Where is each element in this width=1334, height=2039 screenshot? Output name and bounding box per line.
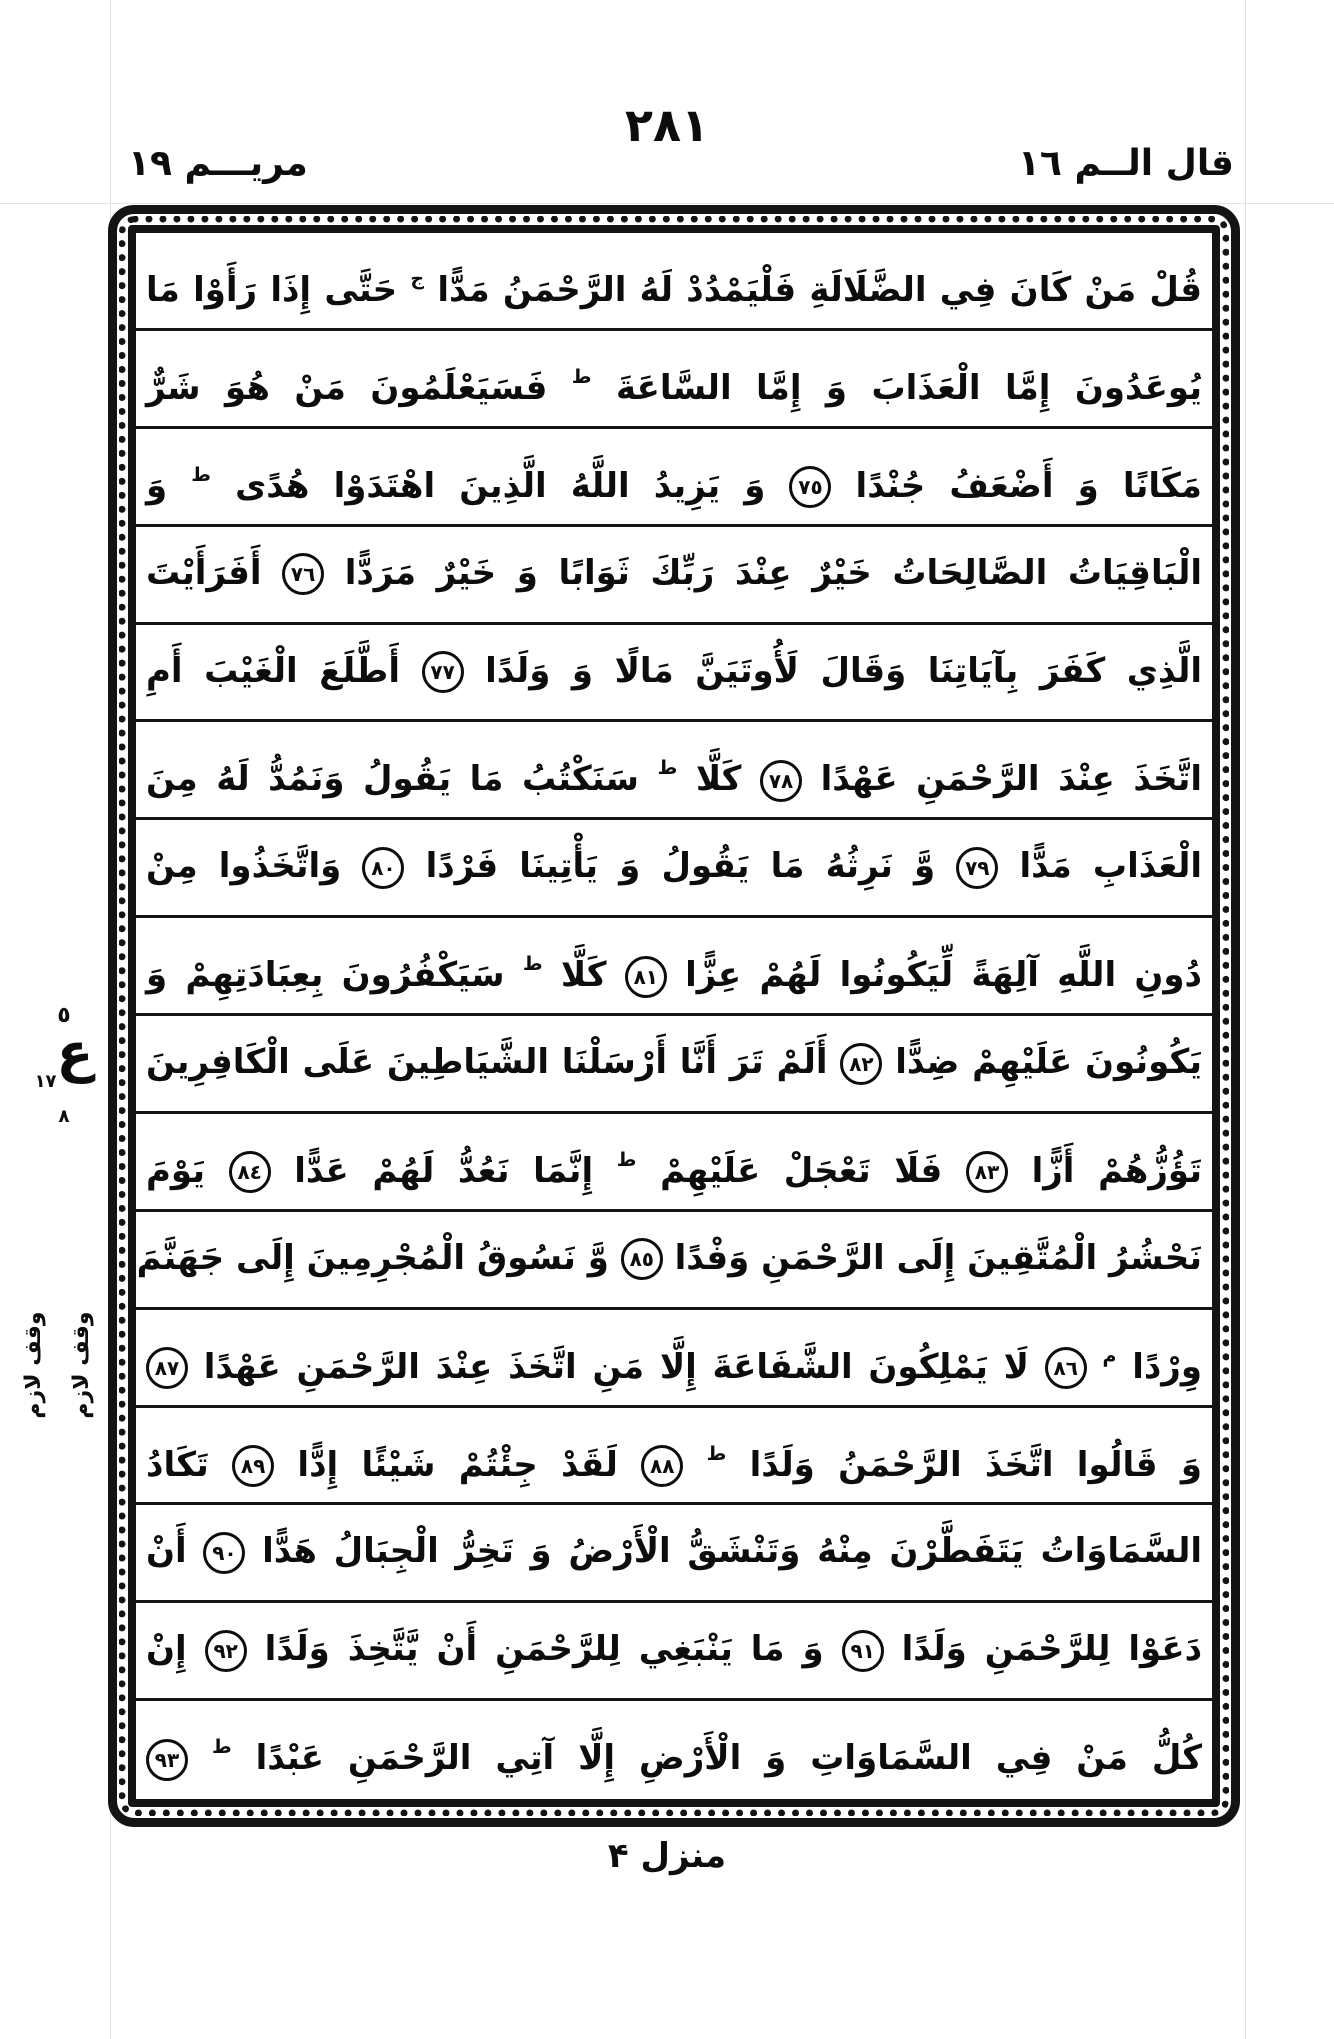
- text-run: وَ يَزِيدُ اللَّهُ الَّذِينَ اهْتَدَوْا هُدًى: [235, 465, 766, 506]
- waqf-mark: ط: [211, 1736, 232, 1759]
- waqf-mark: ط: [616, 1148, 637, 1171]
- ayah-number-badge: ٨١: [625, 956, 667, 998]
- margin-note-waqf-lazim: وقف لازم: [21, 1311, 46, 1419]
- waqf-mark: ط: [571, 365, 592, 388]
- text-run: يُوعَدُونَ إِمَّا الْعَذَابَ وَ إِمَّا السَّاعَةَ: [615, 367, 1202, 408]
- waqf-mark: م: [1102, 1344, 1117, 1367]
- quran-text-line: [136, 820, 1212, 918]
- text-run: الَّذِي كَفَرَ بِآيَاتِنَا وَقَالَ لَأُوتَيَنَّ مَالًا وَ وَلَدًا: [485, 650, 1203, 691]
- quran-text-grid: [128, 225, 1220, 1807]
- text-run: كَلَّا: [560, 955, 607, 996]
- text-run: قُلْ مَنْ كَانَ فِي الضَّلَالَةِ فَلْيَمْدُدْ لَهُ الرَّحْمَنُ مَدًّا: [437, 270, 1202, 310]
- text-run: يَوْمَ: [146, 1150, 206, 1191]
- text-run: إِنَّمَا نَعُدُّ لَهُمْ عَدًّا: [294, 1150, 594, 1191]
- text-run: وَ: [146, 465, 168, 506]
- waqf-mark: ط: [706, 1442, 727, 1465]
- quran-text-line: [136, 918, 1212, 1016]
- text-run: حَتَّى إِذَا رَأَوْا مَا: [146, 270, 398, 310]
- ayah-number-badge: ٨٨: [641, 1445, 683, 1487]
- juz-title: قال الــم ١٦: [1017, 143, 1234, 184]
- ayah-number-badge: ٧٧: [422, 651, 464, 693]
- ruku-marker: [28, 1005, 100, 1126]
- quran-text-line: [136, 527, 1212, 625]
- text-run: تَؤُزُّهُمْ أَزًّا: [1031, 1150, 1202, 1191]
- ruku-count-bottom: ٨: [58, 1106, 70, 1127]
- waqf-mark: ط: [522, 953, 543, 976]
- ayah-number-badge: ٩٢: [205, 1630, 247, 1672]
- ayah-number-badge: ٨٢: [840, 1043, 882, 1085]
- header-rule-line: [0, 203, 1334, 204]
- text-run: وَّ نَرِثُهُ مَا يَقُولُ وَ يَأْتِينَا فَرْدًا: [425, 846, 936, 887]
- waqf-mark: ج: [410, 268, 425, 290]
- quran-text-line: [136, 1603, 1212, 1701]
- margin-note-waqf-lazim: وقف لازم: [69, 1311, 94, 1419]
- quran-text-line: [136, 625, 1212, 723]
- text-run: الْبَاقِيَاتُ الصَّالِحَاتُ خَيْرٌ عِنْدَ رَبِّكَ ثَوَابًا وَ خَيْرٌ مَرَدًّا: [344, 552, 1203, 593]
- surah-title: مريـــم ١٩: [128, 143, 308, 184]
- quran-text-line: [136, 1114, 1212, 1212]
- quran-text-line: [136, 1212, 1212, 1310]
- ruku-ain-letter: ع$_{١٧}$: [34, 1021, 94, 1092]
- text-run: نَحْشُرُ الْمُتَّقِينَ إِلَى الرَّحْمَنِ وَفْدًا: [674, 1237, 1202, 1278]
- text-run: وَاتَّخَذُوا مِنْ: [146, 846, 342, 887]
- ayah-number-badge: ٧٦: [282, 553, 324, 595]
- text-run: كُلُّ مَنْ فِي السَّمَاوَاتِ وَ الْأَرْضِ إِلَّا آتِي الرَّحْمَنِ عَبْدًا: [255, 1738, 1202, 1779]
- page-number: ٢٨١: [624, 98, 710, 152]
- text-run: يَكُونُونَ عَلَيْهِمْ ضِدًّا: [895, 1042, 1202, 1082]
- quran-text-line: [136, 722, 1212, 820]
- text-run: دُونِ اللَّهِ آلِهَةً لِّيَكُونُوا لَهُمْ عِزًّا: [685, 955, 1202, 996]
- waqf-mark: ط: [657, 757, 678, 780]
- quran-text-line: [136, 1310, 1212, 1408]
- text-run: وَّ نَسُوقُ الْمُجْرِمِينَ إِلَى جَهَنَّمَ: [136, 1237, 609, 1278]
- text-run: كَلَّا: [695, 759, 742, 800]
- ayah-number-badge: ٨٣: [966, 1151, 1008, 1193]
- text-run: وَ قَالُوا اتَّخَذَ الرَّحْمَنُ وَلَدًا: [749, 1444, 1203, 1485]
- text-run: فَلَا تَعْجَلْ عَلَيْهِمْ: [660, 1150, 943, 1191]
- text-run: لَقَدْ جِئْتُمْ شَيْئًا إِدًّا: [297, 1444, 618, 1485]
- ayah-number-badge: ٨٠: [362, 847, 404, 889]
- text-run: وَ مَا يَنْبَغِي لِلرَّحْمَنِ أَنْ يَّتَّخِذَ وَلَدًا: [264, 1629, 824, 1670]
- quran-frame-outer-border: [108, 205, 1240, 1827]
- ruku-count-top: ٥: [57, 1003, 71, 1028]
- text-run: دَعَوْا لِلرَّحْمَنِ وَلَدًا: [901, 1629, 1203, 1670]
- ayah-number-badge: ٨٧: [146, 1347, 188, 1389]
- text-run: إِنْ: [146, 1629, 187, 1670]
- text-run: أَفَرَأَيْتَ: [146, 552, 262, 593]
- quran-text-line: [136, 1408, 1212, 1506]
- text-run: أَلَمْ تَرَ أَنَّا أَرْسَلْنَا الشَّيَاطِينَ عَلَى الْكَافِرِينَ: [146, 1042, 828, 1082]
- quran-text-line: [136, 331, 1212, 429]
- text-run: مَكَانًا وَ أَضْعَفُ جُنْدًا: [855, 465, 1202, 506]
- ayah-number-badge: ٩٠: [203, 1532, 245, 1574]
- text-run: أَنْ: [146, 1531, 187, 1572]
- text-run: سَيَكْفُرُونَ بِعِبَادَتِهِمْ وَ: [146, 955, 505, 996]
- ayah-number-badge: ٧٨: [760, 760, 802, 802]
- text-run: السَّمَاوَاتُ يَتَفَطَّرْنَ مِنْهُ وَتَنْشَقُّ الْأَرْضُ وَ تَخِرُّ الْجِبَالُ هَدًّا: [262, 1531, 1202, 1572]
- quran-text-line: [136, 1701, 1212, 1799]
- text-run: لَا يَمْلِكُونَ الشَّفَاعَةَ إِلَّا مَنِ اتَّخَذَ عِنْدَ الرَّحْمَنِ عَهْدًا: [203, 1346, 1029, 1387]
- ayah-number-badge: ٩٣: [146, 1739, 188, 1781]
- ayah-number-badge: ٧٥: [789, 466, 831, 508]
- quran-text-line: [136, 233, 1212, 331]
- ayah-number-badge: ٨٩: [232, 1445, 274, 1487]
- ayah-number-badge: ٩١: [842, 1630, 884, 1672]
- ayah-number-badge: ٨٦: [1045, 1347, 1087, 1389]
- waqf-mark: ط: [191, 463, 211, 486]
- ayah-number-badge: ٧٩: [956, 847, 998, 889]
- quran-text-line: [136, 429, 1212, 527]
- text-run: فَسَيَعْلَمُونَ مَنْ هُوَ شَرٌّ: [146, 367, 548, 408]
- ruku-count-middle: ١٧: [34, 1071, 57, 1092]
- text-run: أَطَّلَعَ الْغَيْبَ أَمِ: [146, 650, 400, 691]
- ayah-number-badge: ٨٤: [229, 1151, 271, 1193]
- text-run: سَنَكْتُبُ مَا يَقُولُ وَنَمُدُّ لَهُ مِنَ: [146, 759, 639, 800]
- quran-text-line: [136, 1016, 1212, 1114]
- quran-text-line: [136, 1505, 1212, 1603]
- text-run: اتَّخَذَ عِنْدَ الرَّحْمَنِ عَهْدًا: [820, 759, 1202, 800]
- text-run: تَكَادُ: [146, 1444, 209, 1485]
- quran-frame-bead-border: [119, 216, 1229, 1816]
- text-run: وِرْدًا: [1132, 1346, 1202, 1387]
- manzil-footer: منزل ۴: [607, 1836, 727, 1876]
- fold-guide-line-right: [1245, 0, 1246, 2039]
- ayah-number-badge: ٨٥: [621, 1238, 663, 1280]
- text-run: الْعَذَابِ مَدًّا: [1019, 846, 1202, 887]
